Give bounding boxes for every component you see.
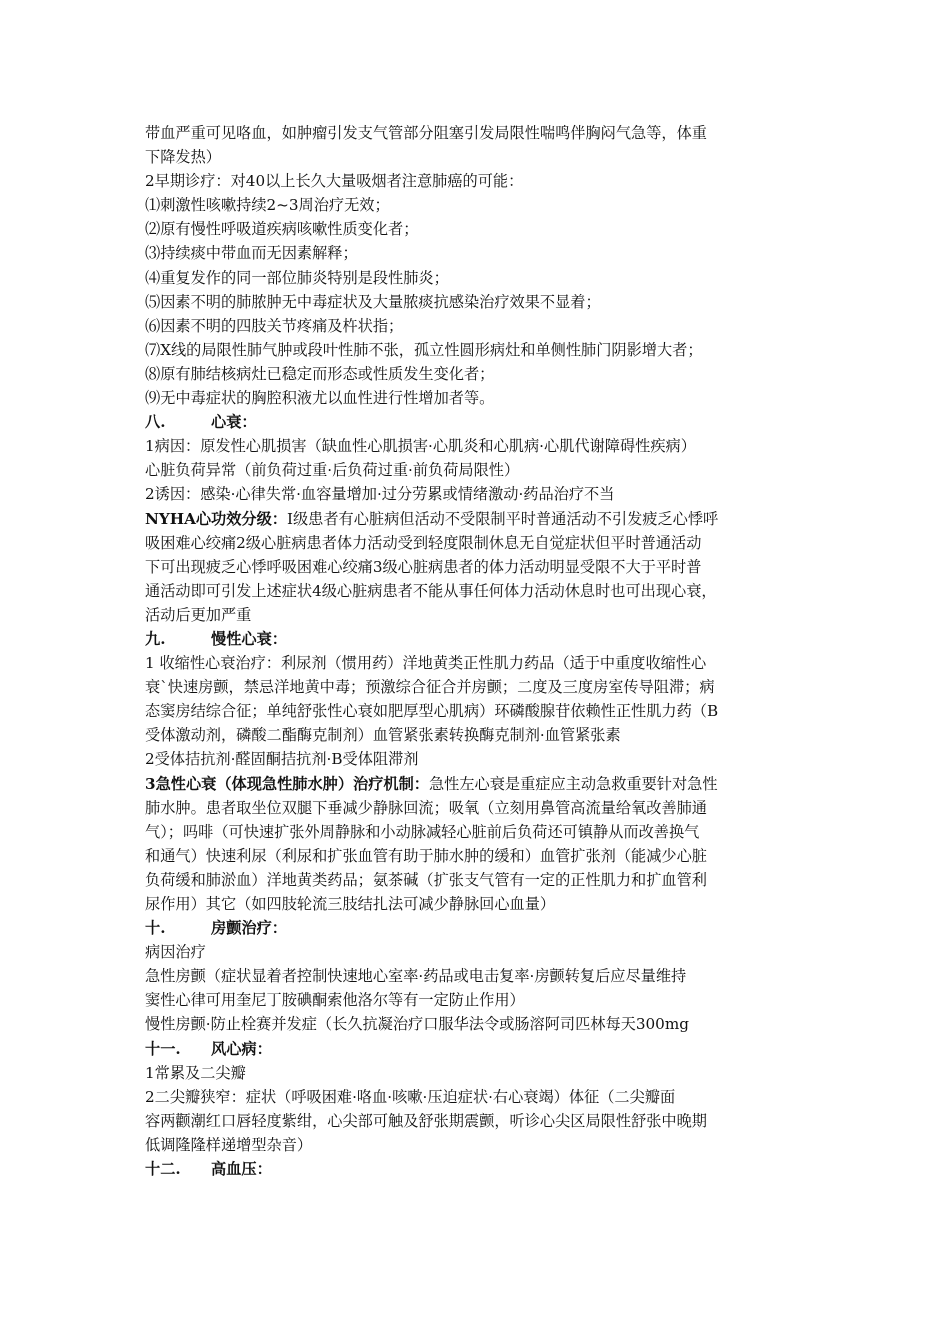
section-heading	[145, 410, 815, 434]
line-text: 2早期诊疗：对40以上长久大量吸烟者注意肺癌的可能：	[145, 172, 524, 191]
line-text: 气）；吗啡（可快速扩张外周静脉和小动脉减轻心脏前后负荷还可镇静从而改善换气	[145, 822, 700, 841]
text-line	[145, 988, 815, 1012]
text-line	[145, 386, 815, 410]
line-text: 急性房颤（症状显着者控制快速地心室率·药品或电击复率·房颤转复后应尽量维持	[145, 967, 687, 986]
line-text: 通活动即可引发上述症状4级心脏病患者不能从事任何体力活动休息时也可出现心衰，	[145, 581, 717, 600]
text-line	[145, 892, 815, 916]
text-line	[145, 844, 815, 868]
line-text: 和通气）快速利尿（利尿和扩张血管有助于肺水肿的缓和）血管扩张剂（能减少心脏	[145, 846, 707, 865]
text-line	[145, 603, 815, 627]
text-line	[145, 434, 815, 458]
section-title: 慢性心衰：	[211, 629, 287, 648]
text-line	[145, 266, 815, 290]
text-line	[145, 772, 815, 796]
text-line	[145, 121, 815, 145]
bold-lead: NYHA心功效分级：	[145, 509, 287, 528]
line-text: 带血严重可见咯血，如肿瘤引发支气管部分阻塞引发局限性喘鸣伴胸闷气急等，体重	[145, 124, 707, 142]
text-line	[145, 675, 815, 699]
text-line	[145, 482, 815, 506]
line-text: 态窦房结综合征；单纯舒张性心衰如肥厚型心肌病）环磷酸腺苷依赖性正性肌力药（B	[145, 702, 719, 721]
line-text: ⑻原有肺结核病灶已稳定而形态或性质发生变化者；	[145, 364, 495, 383]
line-text: ⑼无中毒症状的胸腔积液尤以血性进行性增加者等。	[145, 389, 495, 408]
section-number: 八.	[145, 413, 166, 432]
text-line	[145, 169, 815, 193]
text-line	[145, 964, 815, 988]
line-text: 2诱因：感染·心律失常·血容量增加·过分劳累或情绪激动·药品治疗不当	[145, 485, 615, 504]
line-text: 吸困难心绞痛2级心脏病患者体力活动受到轻度限制休息无自觉症状但平时普通活动	[145, 533, 702, 552]
section-heading	[145, 1157, 815, 1181]
text-line	[145, 290, 815, 314]
text-line	[145, 699, 815, 723]
line-text: 急性左心衰是重症应主动急救重要针对急性	[428, 774, 718, 793]
section-number: 十二.	[145, 1160, 181, 1179]
line-text: 慢性房颤·防止栓赛并发症（长久抗凝治疗口服华法令或肠溶阿司匹林每天300mg	[145, 1015, 689, 1034]
text-line	[145, 217, 815, 241]
text-line	[145, 555, 815, 579]
text-line	[145, 193, 815, 217]
document-page	[145, 121, 815, 1181]
section-number: 十.	[145, 919, 166, 938]
line-text: ⑷重复发作的同一部位肺炎特别是段性肺炎；	[145, 268, 449, 287]
section-number: 九.	[145, 629, 166, 648]
line-text: ⑶持续痰中带血而无因素解释；	[145, 244, 358, 263]
line-text: 病因治疗	[145, 943, 206, 962]
line-text: 心脏负荷异常（前负荷过重·后负荷过重·前负荷局限性）	[145, 461, 520, 480]
text-line	[145, 338, 815, 362]
text-line	[145, 314, 815, 338]
line-text: 1常累及二尖瓣	[145, 1063, 246, 1082]
bold-lead: 3急性心衰（体现急性肺水肿）治疗机制：	[145, 774, 429, 793]
section-heading	[145, 916, 815, 940]
line-text: ⑵原有慢性呼吸道疾病咳嗽性质变化者；	[145, 220, 419, 239]
line-text: 2二尖瓣狭窄：症状（呼吸困难·咯血·咳嗽·压迫症状·右心衰竭）体征（二尖瓣面	[145, 1087, 676, 1106]
text-line	[145, 362, 815, 386]
section-heading	[145, 627, 815, 651]
text-line	[145, 940, 815, 964]
line-text: 下降发热）	[145, 148, 221, 167]
line-text: ⑴刺激性咳嗽持续2~3周治疗无效；	[145, 196, 390, 215]
text-line	[145, 651, 815, 675]
section-heading	[145, 1037, 815, 1061]
text-line	[145, 241, 815, 265]
line-text: 活动后更加严重	[145, 605, 252, 624]
line-text: 受体激动剂，磷酸二酯酶克制剂）血管紧张素转换酶克制剂·血管紧张素	[145, 726, 621, 745]
text-line	[145, 458, 815, 482]
line-text: 2受体拮抗剂·醛固酮拮抗剂·B受体阻滞剂	[145, 750, 419, 769]
line-text: 1病因：原发性心肌损害（缺血性心肌损害·心肌炎和心肌病·心肌代谢障碍性疾病）	[145, 437, 696, 456]
line-text: 低调隆隆样递增型杂音）	[145, 1135, 313, 1154]
line-text: ⑺X线的局限性肺气肿或段叶性肺不张，孤立性圆形病灶和单侧性肺门阴影增大者；	[145, 340, 703, 359]
line-text: 下可出现疲乏心悸呼吸困难心绞痛3级心脏病患者的体力活动明显受限不大于平时普	[145, 557, 702, 576]
section-number: 十一.	[145, 1039, 181, 1058]
section-title: 房颤治疗：	[211, 919, 287, 938]
text-line	[145, 796, 815, 820]
line-text: 尿作用）其它（如四肢轮流三肢结扎法可减少静脉回心血量）	[145, 895, 556, 913]
line-text: ⑹因素不明的四肢关节疼痛及杵状指；	[145, 316, 404, 335]
text-line	[145, 507, 815, 531]
line-text: 窦性心律可用奎尼丁胺碘酮索他洛尔等有一定防止作用）	[145, 991, 525, 1010]
text-line	[145, 820, 815, 844]
text-line	[145, 747, 815, 771]
text-line	[145, 868, 815, 892]
text-line	[145, 1085, 815, 1109]
line-text: 衰`快速房颤，禁忌洋地黄中毒；预激综合征合并房颤；二度及三度房室传导阻滞；病	[145, 678, 715, 697]
text-line	[145, 1012, 815, 1036]
text-line	[145, 1061, 815, 1085]
section-title: 高血压：	[211, 1160, 272, 1179]
text-line	[145, 1133, 815, 1157]
text-line	[145, 579, 815, 603]
line-text: I级患者有心脏病但活动不受限制平时普通活动不引发疲乏心悸呼	[286, 509, 719, 528]
line-text: 肺水肿。患者取坐位双腿下垂减少静脉回流；吸氧（立刻用鼻管高流量给氧改善肺通	[145, 798, 707, 817]
text-line	[145, 1109, 815, 1133]
line-text: ⑸因素不明的肺脓肿无中毒症状及大量脓痰抗感染治疗效果不显着；	[145, 292, 601, 311]
text-line	[145, 723, 815, 747]
line-text: 负荷缓和肺淤血）洋地黄类药品；氨茶碱（扩张支气管有一定的正性肌力和扩血管利	[145, 870, 707, 889]
section-title: 风心病：	[211, 1039, 272, 1058]
text-line	[145, 145, 815, 169]
line-text: 容两颧潮红口唇轻度紫绀，心尖部可触及舒张期震颤，听诊心尖区局限性舒张中晚期	[145, 1111, 707, 1130]
text-line	[145, 531, 815, 555]
section-title: 心衰：	[211, 413, 257, 432]
line-text: 1 收缩性心衰治疗：利尿剂（惯用药）洋地黄类正性肌力药品（适于中重度收缩性心	[145, 654, 707, 673]
